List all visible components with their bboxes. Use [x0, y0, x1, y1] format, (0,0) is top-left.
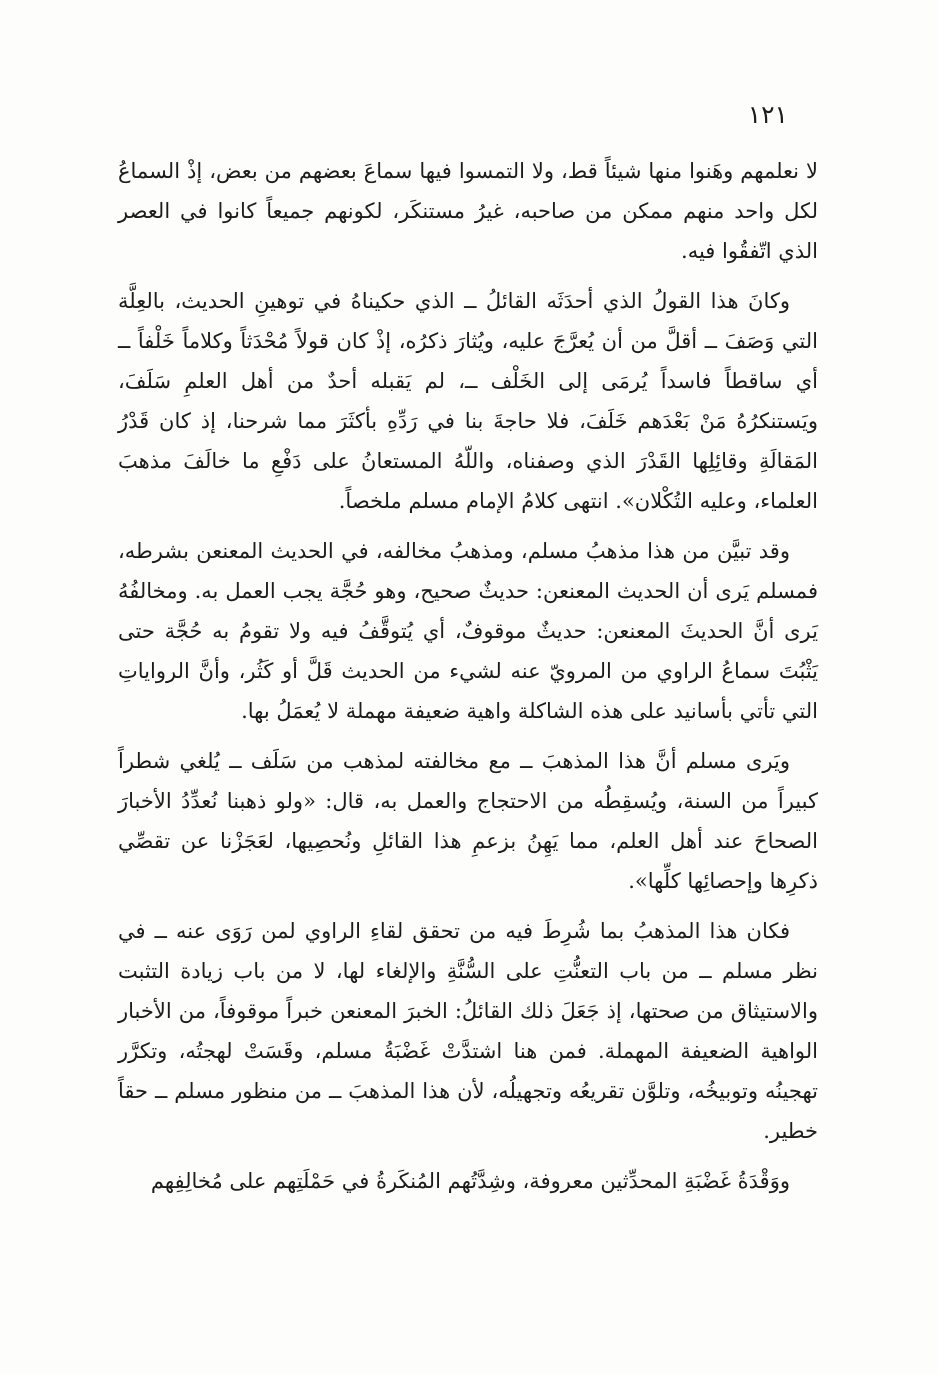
paragraph: فكان هذا المذهبُ بما شُرِطَ فيه من تحقق لقاءِ الراوي لمن رَوَى عنه ــ في نظر مسلم ــ من باب التعنُّتِ على السُّنَّةِ والإلغاء لها، لا من باب زيادة التثبت والاستيثاق من صحتها، إذ جَعَلَ ذلك القائلُ: الخبرَ المعنعن خبراً موقوفاً، من الأخبار الواهية الضعيفة المهملة. فمن هنا اشتدَّتْ غَضْبَةُ مسلم، وقَسَتْ لهجتُه، وتكرَّر تهجينُه وتوبيخُه، وتلوَّن تقريعُه وتجهيلُه، لأن هذا المذهبَ ــ من منظور مسلم ــ حقاً خطير.: [118, 919, 818, 1143]
paragraph: وقد تبيَّن من هذا مذهبُ مسلم، ومذهبُ مخالفه، في الحديث المعنعن بشرطه، فمسلم يَرى أن الحديث المعنعن: حديثٌ صحيح، وهو حُجَّة يجب العمل به. ومخالفُهُ يَرى أنَّ الحديثَ المعنعن: حديثٌ موقوفٌ، أي يُتوقَّفُ فيه ولا تقومُ به حُجَّة حتى يَثْبُتَ سماعُ الراوي من المرويّ عنه لشيء من الحديث قَلَّ أو كَثُر، وأنَّ الرواياتِ التي تأتي بأسانيد على هذه الشاكلة واهية ضعيفة مهملة لا يُعمَلُ بها.: [118, 539, 818, 723]
page-number: ١٢١: [747, 100, 788, 129]
paragraph: ويَرى مسلم أنَّ هذا المذهبَ ــ مع مخالفته لمذهب من سَلَف ــ يُلغي شطراً كبيراً من السنة، ويُسقِطُه من الاحتجاج والعمل به، قال: «ولو ذهبنا نُعدِّدُ الأخبارَ الصحاحَ عند أهل العلم، مما يَهِنُ بزعمِ هذا القائلِ ونُحصِيها، لعَجَزْنا عن تقصِّي ذكرِها وإحصائِها كلِّها».: [118, 749, 818, 893]
body-text: [118, 151, 818, 1211]
paragraph: وكانَ هذا القولُ الذي أحدَثَه القائلُ ــ الذي حكيناهُ في توهينِ الحديث، بالعِلَّة التي وَصَفَ ــ أقلَّ من أن يُعرَّجَ عليه، ويُثارَ ذكرُه، إذْ كان قولاً مُحْدَثاً وكلاماً خَلْفاً ــ أي ساقطاً فاسداً يُرمَى إلى الخَلْف ــ، لم يَقبله أحدٌ من أهل العلمِ سَلَفَ، ويَستنكرُهُ مَنْ بَعْدَهم خَلَفَ، فلا حاجةَ بنا في رَدِّهِ بأكثَرَ مما شرحنا، إذ كان قَدْرُ المَقالَةِ وقائِلِها القَدْرَ الذي وصفناه، واللّهُ المستعانُ على دَفْعِ ما خالَفَ مذهبَ العلماء، وعليه التُكْلان». انتهى كلامُ الإمام مسلم ملخصاً.: [118, 289, 818, 513]
paragraph: لا نعلمهم وهَنوا منها شيئاً قط، ولا التمسوا فيها سماعَ بعضهم من بعض، إذْ السماعُ لكل واحد منهم ممكن من صاحبه، غيرُ مستنكَر، لكونهم جميعاً كانوا في العصر الذي اتّفقُوا فيه.: [118, 159, 818, 263]
paragraph: ووَقْدَةُ غَضْبَةِ المحدِّثين معروفة، وشِدَّتُهم المُنكَرةُ في حَمْلَتِهم على مُخالِفِهم: [150, 1169, 790, 1193]
